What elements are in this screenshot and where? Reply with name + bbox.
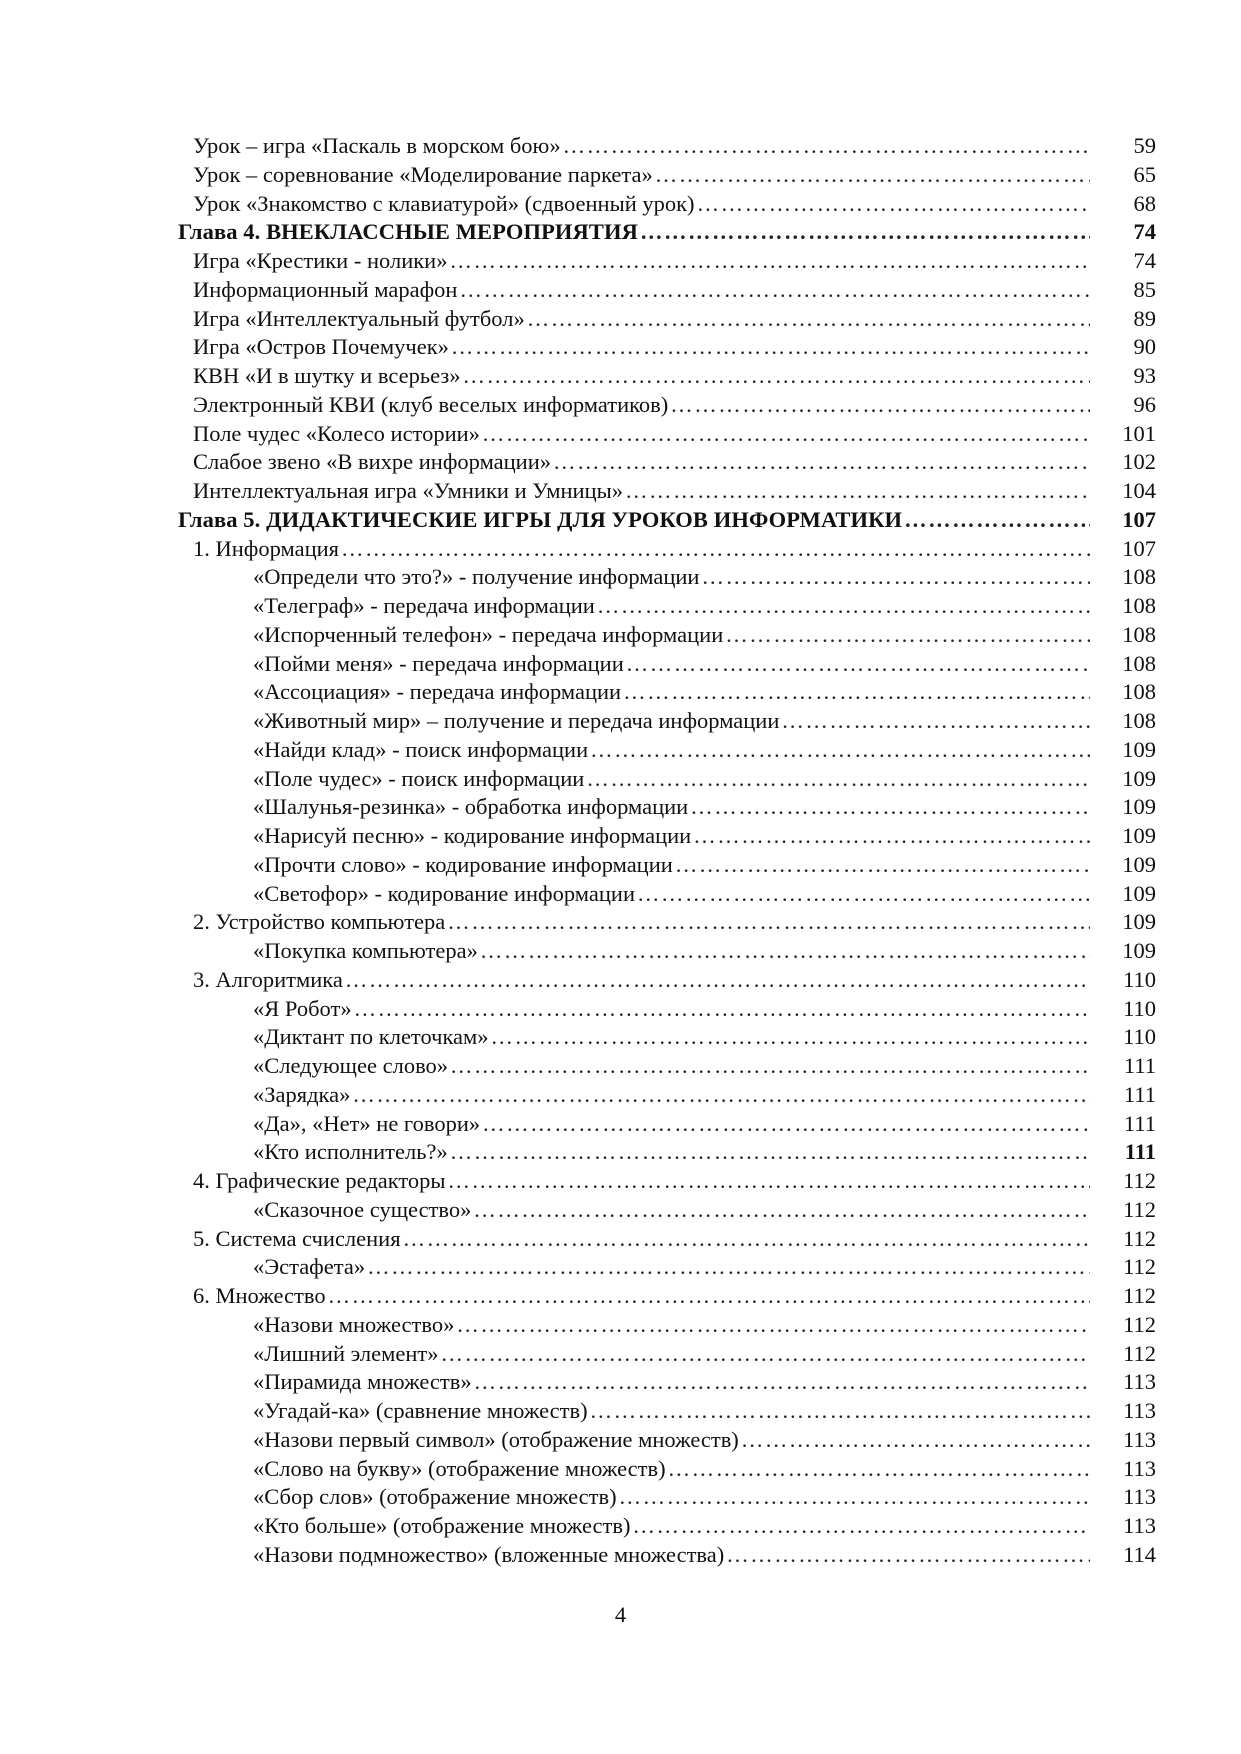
toc-entry-row	[178, 1455, 1156, 1484]
toc-entry-row	[178, 650, 1156, 679]
toc-entry-title: «Да», «Нет» не говори»	[253, 1110, 481, 1136]
toc-entry-page: 113	[1123, 1398, 1156, 1423]
toc-entry-page: 108	[1122, 708, 1156, 733]
dot-leader	[619, 1483, 1090, 1512]
toc-entry-row	[178, 765, 1156, 794]
toc-entry-page: 111	[1124, 1139, 1156, 1165]
toc-entry-row	[178, 1138, 1156, 1167]
toc-entry-row	[178, 1081, 1156, 1110]
dot-leader	[668, 1455, 1090, 1484]
toc-entry-page: 112	[1123, 1196, 1156, 1222]
toc-entry-title: «Прочти слово» - кодирование информации	[253, 851, 673, 877]
toc-entry-page: 111	[1123, 1081, 1156, 1107]
toc-entry-row	[178, 161, 1156, 190]
toc-entry-row	[178, 190, 1156, 219]
toc-entry-page: 74	[1133, 219, 1156, 245]
toc-entry-title: «Пирамида множеств»	[253, 1369, 472, 1395]
dot-leader	[670, 391, 1090, 420]
toc-entry-page: 108	[1122, 679, 1156, 705]
dot-leader	[448, 1167, 1090, 1196]
toc-entry-title: 6. Множество	[193, 1283, 326, 1308]
toc-entry-row	[178, 1397, 1156, 1426]
toc-entry-title: 2. Устройство компьютера	[193, 909, 446, 935]
toc-entry-title: Урок – соревнование «Моделирование паркета»	[193, 161, 653, 187]
toc-entry-row	[178, 448, 1156, 477]
toc-entry-title: «Следующее слово»	[253, 1053, 449, 1078]
toc-entry-page: 74	[1133, 248, 1156, 273]
toc-entry-title: «Угадай-ка» (сравнение множеств)	[253, 1398, 588, 1423]
toc-entry-row	[178, 793, 1156, 822]
toc-entry-title: Интеллектуальная игра «Умники и Умницы»	[193, 478, 623, 503]
dot-leader	[725, 621, 1090, 650]
dot-leader	[440, 1340, 1090, 1369]
toc-entry-page: 85	[1133, 276, 1156, 302]
toc-entry-row	[178, 1483, 1156, 1512]
toc-entry-row	[178, 880, 1156, 909]
toc-entry-row	[178, 276, 1156, 305]
toc-entry-title: «Животный мир» – получение и передача информации	[253, 708, 780, 733]
toc-entry-title: Информационный марафон	[193, 276, 458, 302]
toc-entry-page: 110	[1123, 995, 1156, 1021]
toc-entry-title: «Зарядка»	[253, 1081, 351, 1107]
toc-entry-row	[178, 477, 1156, 506]
toc-entry-row	[178, 851, 1156, 880]
toc-entry-row	[178, 1167, 1156, 1196]
toc-entry-title: «Испорченный телефон» - передача информации	[253, 621, 724, 647]
toc-entry-page: 112	[1123, 1311, 1156, 1337]
toc-entry-title: «Светофор» - кодирование информации	[253, 880, 635, 906]
toc-entry-page: 65	[1133, 161, 1156, 187]
toc-entry-title: Урок «Знакомство с клавиатурой» (сдвоенный урок)	[193, 190, 695, 216]
dot-leader	[781, 707, 1090, 736]
toc-entry-title: Слабое звено «В вихре информации»	[193, 449, 552, 475]
toc-entry-page: 104	[1122, 478, 1156, 503]
toc-entry-page: 110	[1123, 966, 1156, 992]
dot-leader	[690, 793, 1090, 822]
toc-entry-page: 101	[1122, 420, 1156, 446]
dot-leader	[590, 1397, 1090, 1426]
dot-leader	[482, 420, 1090, 449]
toc-entry-row	[178, 736, 1156, 765]
toc-entry-page: 90	[1133, 334, 1156, 360]
toc-entry-page: 108	[1122, 650, 1156, 676]
toc-entry-title: «Телеграф» - передача информации	[253, 593, 595, 618]
dot-leader	[597, 592, 1090, 621]
toc-entry-title: «Ассоциация» - передача информации	[253, 679, 622, 705]
toc-entry-title: «Пойми меня» - передача информации	[253, 650, 624, 676]
dot-leader	[449, 247, 1090, 276]
toc-entry-row	[178, 966, 1156, 995]
dot-leader	[345, 966, 1090, 995]
toc-entry-title: «Назови подмножество» (вложенные множества)	[253, 1541, 725, 1567]
toc-entry-row	[178, 1282, 1156, 1311]
toc-entry-row	[178, 1196, 1156, 1225]
toc-entry-row	[178, 678, 1156, 707]
toc-entry-row	[178, 995, 1156, 1024]
toc-entry-title: 5. Система счисления	[193, 1225, 401, 1251]
toc-entry-row	[178, 132, 1156, 161]
toc-entry-title: «Найди клад» - поиск информации	[253, 736, 589, 762]
toc-entry-title: «Эстафета»	[253, 1254, 366, 1280]
dot-leader	[741, 1426, 1090, 1455]
toc-entry-title: 4. Графические редакторы	[193, 1168, 446, 1193]
toc-entry-title: Игра «Интеллектуальный футбол»	[193, 305, 525, 331]
toc-entry-title: «Кто исполнитель?»	[253, 1139, 448, 1165]
toc-entry-page: 109	[1122, 880, 1156, 906]
toc-entry-page: 113	[1123, 1484, 1156, 1510]
dot-leader	[623, 678, 1090, 707]
toc-entry-row	[178, 1368, 1156, 1397]
toc-entry-title: «Покупка компьютера»	[253, 938, 478, 963]
toc-entry-row	[178, 1426, 1156, 1455]
toc-entry-title: «Сказочное существо»	[253, 1196, 472, 1222]
toc-entry-title: «Определи что это?» - получение информации	[253, 564, 700, 590]
toc-entry-page: 109	[1122, 794, 1156, 820]
dot-leader	[637, 880, 1090, 909]
toc-entry-page: 110	[1123, 1024, 1156, 1050]
dot-leader	[367, 1253, 1090, 1282]
toc-entry-title: Глава 5. ДИДАКТИЧЕСКИЕ ИГРЫ ДЛЯ УРОКОВ ИНФОРМАТИКИ	[178, 506, 903, 532]
dot-leader	[462, 362, 1090, 391]
toc-entry-title: 3. Алгоритмика	[193, 966, 343, 992]
dot-leader	[697, 190, 1090, 219]
toc-entry-row	[178, 1340, 1156, 1369]
toc-entry-row	[178, 333, 1156, 362]
toc-entry-page: 112	[1123, 1340, 1156, 1366]
dot-leader	[459, 276, 1090, 305]
dot-leader	[482, 1110, 1090, 1139]
dot-leader	[473, 1196, 1090, 1225]
toc-entry-page: 112	[1123, 1254, 1156, 1280]
toc-entry-title: «Я Робот»	[253, 995, 352, 1021]
toc-entry-row	[178, 1512, 1156, 1541]
toc-entry-row	[178, 1225, 1156, 1254]
toc-entry-title: «Лишний элемент»	[253, 1340, 439, 1366]
toc-entry-row	[178, 420, 1156, 449]
toc-entry-row	[178, 937, 1156, 966]
dot-leader	[354, 995, 1090, 1024]
toc-entry-title: «Слово на букву» (отображение множеств)	[253, 1455, 666, 1481]
toc-chapter-row	[178, 506, 1156, 535]
dot-leader	[563, 132, 1090, 161]
toc-entry-row	[178, 908, 1156, 937]
table-of-contents	[178, 132, 1156, 1570]
toc-entry-page: 107	[1122, 506, 1156, 532]
toc-entry-page: 111	[1123, 1053, 1156, 1078]
toc-entry-page: 113	[1123, 1426, 1156, 1452]
toc-entry-page: 107	[1122, 535, 1156, 561]
toc-entry-row	[178, 1052, 1156, 1081]
toc-entry-row	[178, 535, 1156, 564]
toc-entry-title: Игра «Остров Почемучек»	[193, 334, 449, 360]
toc-entry-title: «Шалунья-резинка» - обработка информации	[253, 794, 689, 820]
toc-entry-title: «Диктант по клеточкам»	[253, 1024, 489, 1050]
toc-entry-page: 109	[1122, 938, 1156, 963]
toc-entry-title: Электронный КВИ (клуб веселых информатиков)	[193, 391, 669, 417]
toc-entry-page: 112	[1123, 1225, 1156, 1251]
toc-entry-page: 108	[1122, 564, 1156, 590]
toc-entry-page: 109	[1122, 909, 1156, 935]
toc-entry-page: 113	[1123, 1455, 1156, 1481]
dot-leader	[450, 1138, 1090, 1167]
toc-entry-title: «Кто больше» (отображение множеств)	[253, 1513, 631, 1538]
toc-entry-row	[178, 1311, 1156, 1340]
dot-leader	[632, 1512, 1090, 1541]
toc-entry-row	[178, 1541, 1156, 1570]
toc-entry-page: 113	[1123, 1513, 1156, 1538]
toc-entry-row	[178, 1023, 1156, 1052]
dot-leader	[474, 1368, 1090, 1397]
toc-entry-page: 111	[1123, 1110, 1156, 1136]
toc-entry-page: 96	[1133, 391, 1156, 417]
toc-entry-page: 68	[1133, 190, 1156, 216]
toc-entry-page: 108	[1122, 621, 1156, 647]
dot-leader	[904, 506, 1090, 535]
toc-entry-row	[178, 707, 1156, 736]
toc-entry-row	[178, 305, 1156, 334]
dot-leader	[586, 765, 1090, 794]
toc-entry-row	[178, 362, 1156, 391]
dot-leader	[701, 563, 1090, 592]
dot-leader	[675, 851, 1090, 880]
toc-entry-title: «Назови первый символ» (отображение множеств)	[253, 1426, 739, 1452]
toc-entry-page: 109	[1122, 765, 1156, 791]
toc-entry-title: «Поле чудес» - поиск информации	[253, 765, 585, 791]
dot-leader	[625, 477, 1090, 506]
dot-leader	[328, 1282, 1090, 1311]
toc-entry-row	[178, 563, 1156, 592]
toc-entry-page: 59	[1133, 133, 1156, 158]
dot-leader	[590, 736, 1090, 765]
toc-entry-page: 113	[1123, 1369, 1156, 1395]
dot-leader	[491, 1023, 1090, 1052]
dot-leader	[726, 1541, 1090, 1570]
dot-leader	[341, 535, 1090, 564]
dot-leader	[403, 1225, 1090, 1254]
toc-entry-title: 1. Информация	[193, 535, 340, 561]
dot-leader	[655, 161, 1090, 190]
toc-chapter-row	[178, 218, 1156, 247]
page-number: 4	[614, 1602, 627, 1627]
dot-leader	[480, 937, 1090, 966]
toc-entry-title: Глава 4. ВНЕКЛАССНЫЕ МЕРОПРИЯТИЯ	[178, 219, 638, 245]
toc-entry-title: «Нарисуй песню» - кодирование информации	[253, 823, 692, 848]
dot-leader	[527, 305, 1090, 334]
dot-leader	[451, 333, 1090, 362]
dot-leader	[447, 908, 1090, 937]
toc-entry-title: КВН «И в шутку и всерьез»	[193, 363, 461, 388]
toc-entry-page: 108	[1122, 593, 1156, 618]
toc-entry-row	[178, 391, 1156, 420]
toc-entry-page: 109	[1122, 851, 1156, 877]
dot-leader	[450, 1052, 1090, 1081]
dot-leader	[456, 1311, 1090, 1340]
toc-entry-page: 112	[1123, 1168, 1156, 1193]
dot-leader	[352, 1081, 1090, 1110]
dot-leader	[693, 822, 1090, 851]
dot-leader	[553, 448, 1090, 477]
toc-entry-title: Поле чудес «Колесо истории»	[193, 420, 480, 446]
toc-entry-page: 109	[1122, 736, 1156, 762]
toc-entry-row	[178, 1253, 1156, 1282]
toc-entry-page: 93	[1133, 363, 1156, 388]
toc-entry-row	[178, 247, 1156, 276]
dot-leader	[626, 650, 1090, 679]
toc-entry-row	[178, 621, 1156, 650]
toc-entry-title: «Сбор слов» (отображение множеств)	[253, 1484, 617, 1510]
toc-entry-row	[178, 1110, 1156, 1139]
toc-entry-title: Игра «Крестики - нолики»	[193, 248, 448, 273]
toc-entry-page: 89	[1133, 305, 1156, 331]
toc-entry-title: Урок – игра «Паскаль в морском бою»	[193, 133, 561, 158]
toc-entry-page: 109	[1122, 823, 1156, 848]
toc-entry-title: «Назови множество»	[253, 1311, 455, 1337]
toc-entry-page: 102	[1122, 449, 1156, 475]
toc-entry-page: 112	[1123, 1283, 1156, 1308]
dot-leader	[640, 218, 1090, 247]
toc-entry-row	[178, 592, 1156, 621]
toc-entry-page: 114	[1123, 1541, 1156, 1567]
toc-entry-row	[178, 822, 1156, 851]
